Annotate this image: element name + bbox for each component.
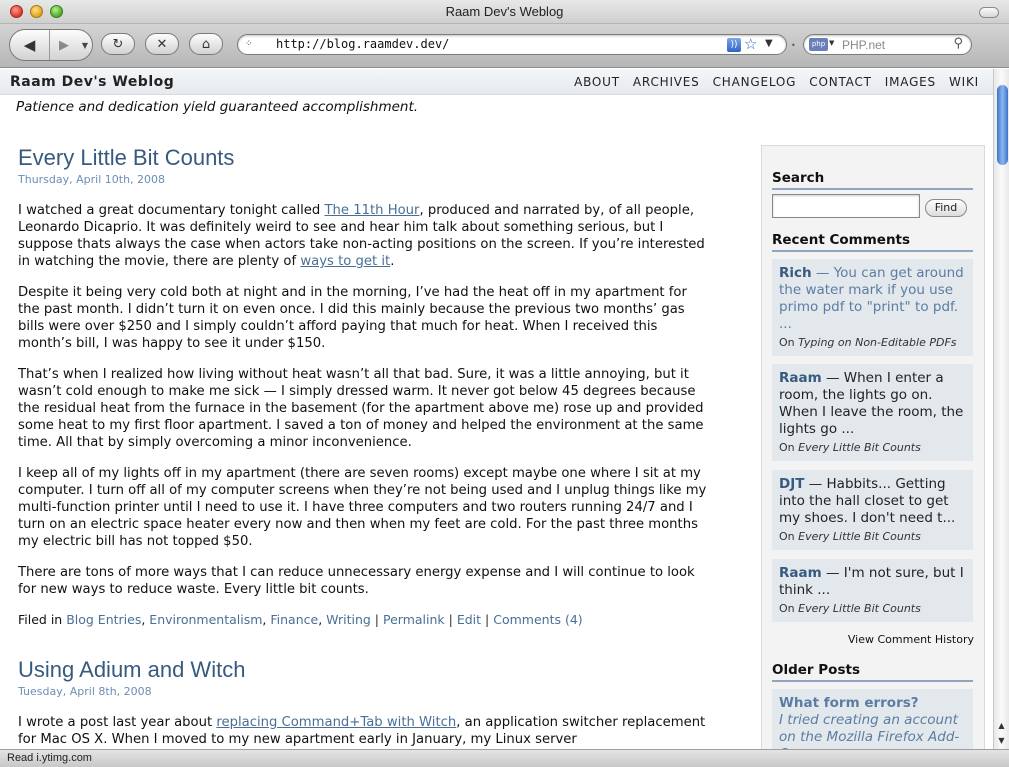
comment-author[interactable]: Raam	[779, 370, 822, 386]
rss-icon[interactable]: ))	[727, 38, 741, 52]
nav-link-changelog[interactable]: CHANGELOG	[712, 75, 797, 89]
comment-text: — Habbits... Getting into the hall closet to get my shoes. I don't need t...	[779, 476, 956, 526]
edit-link[interactable]: Edit	[456, 612, 482, 627]
comment-excerpt	[779, 476, 967, 527]
search-heading: Search	[772, 170, 973, 190]
recent-comment-item[interactable]	[772, 259, 973, 356]
comment-author[interactable]: DJT	[779, 476, 805, 492]
site-header	[0, 69, 993, 95]
reload-button[interactable]	[101, 33, 135, 55]
comment-excerpt	[779, 565, 967, 599]
search-engine-icon[interactable]: php	[809, 38, 828, 51]
site-title[interactable]: Raam Dev's Weblog	[10, 74, 175, 90]
post-every-little-bit-counts	[18, 145, 708, 628]
comment-post-link[interactable]: Every Little Bit Counts	[798, 530, 921, 543]
comment-post	[779, 336, 967, 350]
forward-button[interactable]	[51, 30, 77, 60]
address-bar[interactable]	[237, 34, 787, 55]
post-using-adium-and-witch	[18, 657, 708, 748]
on-label: On	[779, 530, 799, 543]
paragraph-text: .	[390, 254, 395, 269]
site-tagline: Patience and dedication yield guaranteed accomplishment.	[16, 99, 419, 115]
search-bar[interactable]	[803, 34, 972, 55]
toolbar-separator: •	[791, 41, 796, 50]
post-paragraph: There are tons of more ways that I can reduce unnecessary energy expense and I will continue to look for new ways to reduce waste. Every little bit counts.	[18, 565, 695, 597]
stop-button[interactable]	[145, 33, 179, 55]
nav-button-group	[9, 29, 93, 61]
comment-text: — I'm not sure, but I think ...	[779, 565, 964, 598]
on-label: On	[779, 336, 799, 349]
comment-post-link[interactable]: Typing on Non-Editable PDFs	[798, 336, 957, 349]
post-paragraph	[18, 714, 708, 748]
recent-comments-heading: Recent Comments	[772, 232, 973, 252]
back-button[interactable]	[10, 30, 50, 60]
older-post-title[interactable]: What form errors?	[779, 695, 919, 711]
paragraph-text: I watched a great documentary tonight called	[18, 203, 325, 218]
search-engine-dropdown-icon[interactable]: ▼	[829, 39, 835, 47]
stop-icon: ✕	[156, 36, 168, 52]
on-label: On	[779, 602, 799, 615]
reload-icon: ↻	[112, 36, 124, 52]
comment-post	[779, 530, 967, 544]
category-link-blog-entries[interactable]: Blog Entries	[66, 612, 142, 627]
link-ways-to-get-it[interactable]: ways to get it	[300, 254, 391, 269]
post-date: Tuesday, April 8th, 2008	[18, 685, 152, 698]
comments-link[interactable]: Comments (4)	[493, 612, 583, 627]
comment-post	[779, 602, 967, 616]
nav-link-images[interactable]: IMAGES	[884, 75, 936, 89]
comment-post-link[interactable]: Every Little Bit Counts	[798, 602, 921, 615]
comment-author[interactable]: Rich	[779, 265, 812, 281]
status-text: Read i.ytimg.com	[7, 752, 92, 764]
home-icon: ⌂	[201, 36, 211, 52]
url-input[interactable]: http://blog.raamdev.dev/	[276, 37, 450, 51]
home-button[interactable]	[189, 33, 223, 55]
older-post-excerpt: I tried creating an account on the Mozilla Firefox Add-	[779, 712, 960, 745]
window-titlebar	[0, 0, 1009, 24]
site-favicon-icon: ⁘	[245, 39, 252, 49]
comment-excerpt	[779, 265, 967, 333]
find-button[interactable]: Find	[925, 199, 967, 217]
comment-post	[779, 441, 967, 455]
magnifier-icon[interactable]: ⚲	[953, 36, 963, 51]
browser-toolbar	[0, 24, 1009, 68]
vertical-scrollbar[interactable]	[993, 69, 1009, 749]
bookmark-star-icon[interactable]: ☆	[744, 35, 758, 53]
recent-comment-item[interactable]	[772, 470, 973, 550]
toolbar-toggle-button[interactable]	[979, 7, 999, 18]
scrollbar-thumb[interactable]	[997, 85, 1008, 165]
older-posts-heading: Older Posts	[772, 662, 973, 682]
chevron-down-icon: ▼	[81, 40, 89, 50]
permalink-link[interactable]: Permalink	[383, 612, 445, 627]
post-paragraph: Despite it being very cold both at night and in the morning, I’ve had the heat off in my apartment for the past month. I didn’t turn it on even once. I did this mainly because the previous two months’ gas bills were over $250 and I simply couldn’t afford paying that much for heat. When I received this month’s bill, I was happy to see it under $150.	[18, 285, 687, 351]
post-date: Thursday, April 10th, 2008	[18, 173, 166, 186]
scroll-down-button[interactable]: ▼	[998, 736, 1005, 745]
status-bar	[0, 749, 1009, 767]
nav-link-about[interactable]: ABOUT	[574, 75, 620, 89]
comment-excerpt	[779, 370, 967, 438]
comment-text: — When I enter a room, the lights go on. When I leave the room, the lights go ...	[779, 370, 964, 437]
view-comment-history-link[interactable]: View Comment History	[847, 633, 974, 646]
link-replacing-command-tab[interactable]: replacing Command+Tab with Witch	[216, 715, 457, 730]
scroll-up-button[interactable]: ▲	[998, 721, 1005, 730]
post-paragraph: I keep all of my lights off in my apartment (there are seven rooms) except maybe one where I sit at my computer. I turn off all of my computer screens when they’re not being used and I unplug things like my multi-function printer until I need to use it. I have three computers and two routers running 24/7 and I turn on an electric space heater every now and then when my feet are cold. For the past three months my electric bill has not topped $50.	[18, 466, 707, 549]
web-page	[0, 69, 993, 749]
site-nav	[561, 75, 979, 89]
post-title[interactable]: Every Little Bit Counts	[18, 145, 235, 170]
post-title[interactable]: Using Adium and Witch	[18, 657, 246, 682]
post-meta: Filed in Blog Entries, Environmentalism, Finance, Writing | Permalink | Edit | Comments (4)	[18, 612, 583, 627]
sidebar	[761, 145, 985, 765]
forward-arrow-icon: ▶	[59, 37, 69, 53]
paragraph-text: , an application switcher replacement for Mac OS X. When I moved to my new apartment early in January, my Linux server	[18, 715, 706, 747]
sidebar-search-input[interactable]	[772, 194, 920, 218]
category-link-writing[interactable]: Writing	[326, 612, 371, 627]
nav-link-wiki[interactable]: WIKI	[948, 75, 979, 89]
post-paragraph: That’s when I realized how living without heat wasn’t all that bad. Sure, it was a little annoying, but it wasn’t cold enough to make me sick — I simply dressed warm. It never got below 45 degrees because the residual heat from the furnace in the basement (for the apartment above me) rose up and provided some heat to my first floor apartment. I saved a ton of money and helped the environment at the same time. All that by simply overcoming a minor inconvenience.	[18, 367, 704, 450]
recent-comment-item[interactable]	[772, 364, 973, 461]
back-arrow-icon: ◀	[23, 36, 36, 54]
category-link-finance[interactable]: Finance	[270, 612, 319, 627]
link-the-11th-hour[interactable]: The 11th Hour	[324, 203, 420, 218]
filed-in-label: Filed in	[18, 612, 67, 627]
window-title: Raam Dev's Weblog	[445, 4, 564, 19]
comment-text: — You can get around the water mark if you use primo pdf to "print" to pdf. ...	[779, 265, 964, 332]
search-input[interactable]: PHP.net	[842, 38, 886, 52]
post-paragraph	[18, 202, 708, 270]
comment-post-link[interactable]: Every Little Bit Counts	[798, 441, 921, 454]
recent-comment-item[interactable]	[772, 559, 973, 622]
history-menu-button[interactable]	[78, 30, 92, 60]
paragraph-text: , produced and narrated by, of all people, Leonardo Dicaprio. It was definitely weird to see and hear him talk about something serious, but I suppose thats always the case when actors take non-acting positions on the screen. If you’re interested in watching the movie, there are plenty of	[18, 203, 705, 269]
paragraph-text: I wrote a post last year about	[18, 715, 217, 730]
comment-author[interactable]: Raam	[779, 565, 822, 581]
on-label: On	[779, 441, 799, 454]
address-dropdown-icon[interactable]: ▼	[765, 38, 773, 49]
nav-link-contact[interactable]: CONTACT	[809, 75, 872, 89]
nav-link-archives[interactable]: ARCHIVES	[632, 75, 700, 89]
category-link-environmentalism[interactable]: Environmentalism	[149, 612, 263, 627]
